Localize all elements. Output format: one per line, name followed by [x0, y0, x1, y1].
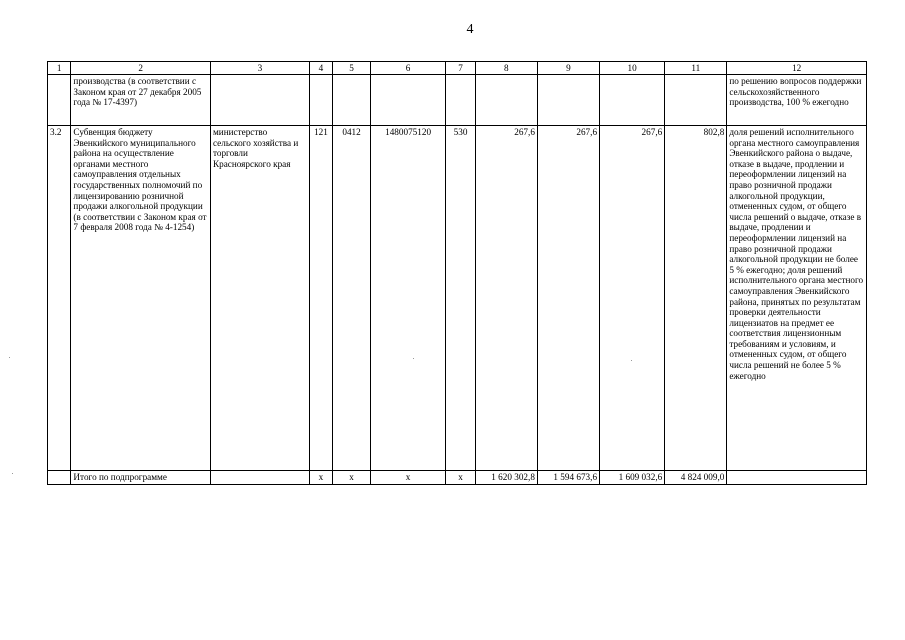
column-number: 4 [309, 62, 332, 75]
cell-year-1: 267,6 [475, 126, 537, 471]
total-row [48, 471, 867, 485]
page-number: 4 [466, 22, 474, 37]
cell-period-total [665, 75, 727, 126]
total-result [727, 471, 867, 485]
column-number: 7 [446, 62, 476, 75]
scan-speck [12, 473, 13, 474]
column-number: 5 [333, 62, 371, 75]
cell-csr [370, 75, 445, 126]
cell-period-total: 802,8 [665, 126, 727, 471]
column-number: 1 [48, 62, 71, 75]
expected-result: по решению вопросов поддержки сельскохозяйственного производства, 100 % ежегодно [727, 75, 867, 126]
total-year-3: 1 609 032,6 [600, 471, 665, 485]
column-number: 8 [475, 62, 537, 75]
expected-result: доля решений исполнительного органа местного самоуправления Эвенкийского района о выдаче, отказе в выдаче, продлении и переоформлении лицензий на право розничной продажи алкогольной продукции, отмененных судом, от общего числа решений о выдаче, отказе в выдаче, продлении и переоформлении лицензий на право розничной продажи алкогольной продукции не более 5 % ежегодно; доля решений исполнительного органа местного самоуправления Эвенкийского района, принятых по результатам проверки деятельности лицензиатов на предмет ее соответствия лицензионным требованиям и условиям, и отмененных судом, от общего числа решений не более 5 % ежегодно [727, 126, 867, 471]
scan-speck [631, 360, 632, 361]
measure-name: Субвенция бюджету Эвенкийского муниципального района на осуществление органами местного самоуправления отдельных государственных полномочий по лицензированию розничной продажи алкогольной продукции (в соответствии с Законом края от 7 февраля 2008 года № 4-1254) [71, 126, 211, 471]
table-row [48, 75, 867, 126]
total-vr: х [446, 471, 476, 485]
row-number [48, 75, 71, 126]
column-number: 9 [537, 62, 599, 75]
total-row-number [48, 471, 71, 485]
column-number-header-row [48, 62, 867, 75]
responsible-agency: министерство сельского хозяйства и торговли Красноярского края [210, 126, 309, 471]
row-number: 3.2 [48, 126, 71, 471]
scan-speck [413, 358, 414, 359]
cell-year-1 [475, 75, 537, 126]
cell-vr [446, 75, 476, 126]
total-grbs: х [309, 471, 332, 485]
cell-rzpr [333, 75, 371, 126]
cell-vr: 530 [446, 126, 476, 471]
cell-year-2: 267,6 [537, 126, 599, 471]
measure-name: производства (в соответствии с Законом края от 27 декабря 2005 года № 17-4397) [71, 75, 211, 126]
subprogram-table [47, 61, 867, 485]
cell-year-3 [600, 75, 665, 126]
column-number: 10 [600, 62, 665, 75]
total-csr: х [370, 471, 445, 485]
total-period-total: 4 824 009,0 [665, 471, 727, 485]
scan-speck [9, 357, 10, 358]
column-number: 11 [665, 62, 727, 75]
total-year-2: 1 594 673,6 [537, 471, 599, 485]
total-label: Итого по подпрограмме [71, 471, 211, 485]
cell-grbs [309, 75, 332, 126]
responsible-agency [210, 75, 309, 126]
table-row [48, 126, 867, 471]
column-number: 6 [370, 62, 445, 75]
cell-grbs: 121 [309, 126, 332, 471]
column-number: 2 [71, 62, 211, 75]
column-number: 3 [210, 62, 309, 75]
total-rzpr: х [333, 471, 371, 485]
total-agency [210, 471, 309, 485]
total-year-1: 1 620 302,8 [475, 471, 537, 485]
cell-year-2 [537, 75, 599, 126]
cell-rzpr: 0412 [333, 126, 371, 471]
cell-csr: 1480075120 [370, 126, 445, 471]
column-number: 12 [727, 62, 867, 75]
cell-year-3: 267,6 [600, 126, 665, 471]
